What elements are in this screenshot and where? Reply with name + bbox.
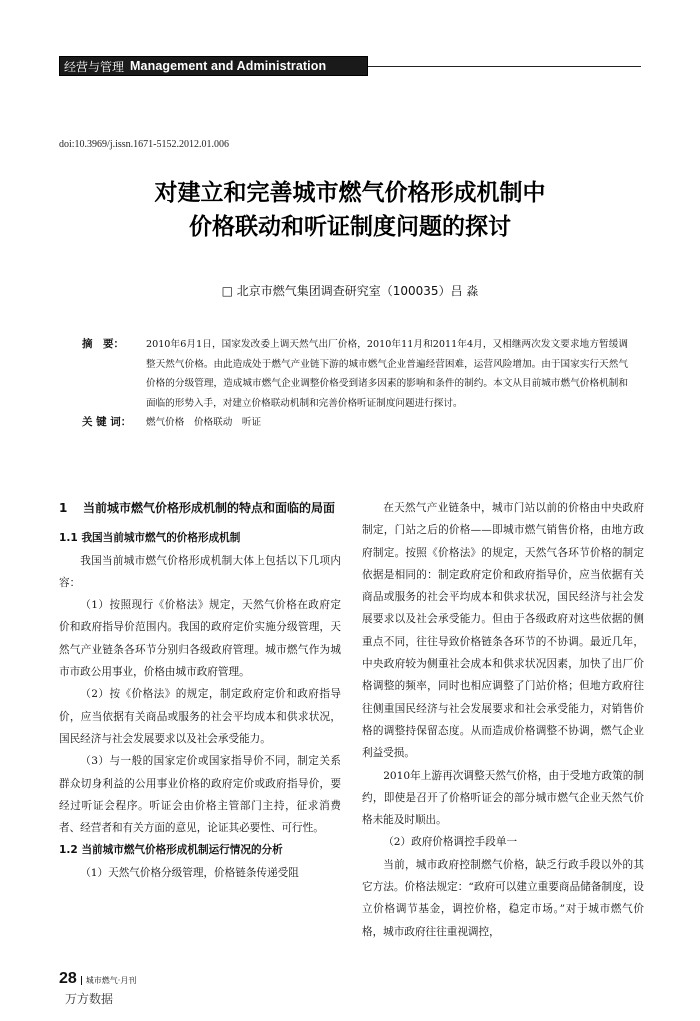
subsection-heading-1-2: 1.2 当前城市燃气价格形成机制运行情况的分析 [59, 844, 283, 857]
header-rule [368, 66, 641, 67]
paragraph: （2）政府价格调控手段单一 [383, 836, 518, 849]
paragraph: 我国当前城市燃气价格形成机制大体上包括以下几项内容： [59, 554, 341, 589]
keywords-text: 燃气价格 价格联动 听证 [146, 417, 262, 428]
section-heading-1-number: 1 [59, 501, 68, 515]
right-column [362, 497, 644, 943]
section-heading-1-text: 当前城市燃气价格形成机制的特点和面临的局面 [83, 501, 336, 515]
author-affiliation: □ 北京市燃气集团调查研究室（100035）吕 淼 [221, 284, 479, 298]
page-number: 28 [59, 970, 77, 987]
article-title [59, 176, 641, 244]
keywords-label: 关 键 词： [82, 416, 132, 428]
left-column [59, 497, 341, 884]
article-title-line-2: 价格联动和听证制度问题的探讨 [189, 214, 511, 240]
subsection-heading-1-1: 1.1 我国当前城市燃气的价格形成机制 [59, 532, 241, 545]
abstract-label: 摘 要： [82, 338, 124, 350]
paragraph: （1）按照现行《价格法》规定，天然气价格在政府定价和政府指导价范围内。我国的政府定价实施分级管理，天然气产业链条各环节分别归各级政府管理。城市燃气作为城市市政公用事业，价格由城市政府管理。 [59, 599, 341, 679]
paragraph: （2）按《价格法》的规定，制定政府定价和政府指导价，应当依据有关商品或服务的社会平均成本和供求状况，国民经济与社会发展要求以及社会承受能力。 [59, 688, 341, 745]
section-header-box [59, 56, 368, 76]
journal-name: 城市燃气·月刊 [81, 976, 137, 985]
watermark: 万方数据 [65, 992, 114, 1006]
paragraph: 在天然气产业链条中，城市门站以前的价格由中央政府制定，门站之后的价格——即城市燃气销售价格，由地方政府制定。按照《价格法》的规定，天然气各环节价格的制定依据是相同的：制定政府定价和政府指导价，应当依据有关商品或服务的社会平均成本和供求状况，国民经济与社会发展要求以及社会承受能力。但由于各级政府对这些依据的侧重点不同，往往导致价格链条各环节的不协调。最近几年，中央政府较为侧重社会成本和供求状况因素，加快了出厂价格调整的频率，同时也相应调整了门站价格；但地方政府往往侧重国民经济与社会发展要求和社会承受能力，对销售价格的调整持保留态度。从而造成价格调整不协调，燃气企业利益受损。 [362, 502, 644, 760]
section-title-en: Management and Administration [130, 59, 327, 73]
article-title-line-1: 对建立和完善城市燃气价格形成机制中 [154, 180, 546, 206]
doi[interactable]: doi:10.3969/j.issn.1671-5152.2012.01.006 [59, 139, 230, 150]
paragraph: （3）与一般的国家定价或国家指导价不同，制定关系群众切身利益的公用事业价格的政府定价或政府指导价，要经过听证会程序。听证会由价格主管部门主持，征求消费者、经营者和有关方面的意见，论证其必要性、可行性。 [59, 755, 341, 835]
page-footer [59, 968, 136, 988]
keywords [82, 413, 628, 433]
abstract-block [82, 335, 628, 433]
paragraph: （1）天然气价格分级管理，价格链条传递受阻 [80, 866, 299, 879]
paragraph: 2010年上游再次调整天然气价格，由于受地方政策的制约，即使是召开了价格听证会的部分城市燃气企业天然气价格未能及时顺出。 [362, 769, 644, 827]
section-title-zh: 经营与管理 [64, 59, 125, 74]
section-header [59, 56, 641, 76]
paragraph: 当前，城市政府控制燃气价格，缺乏行政手段以外的其它方法。价格法规定：“政府可以建立重要商品储备制度，设立价格调节基金，调控价格，稳定市场。”对于城市燃气价格，城市政府往往重视调控， [362, 858, 644, 938]
abstract [82, 335, 628, 413]
abstract-text: 2010年6月1日，国家发改委上调天然气出厂价格，2010年11月和2011年4月，又相继两次发文要求地方暂缓调整天然气价格。由此造成处于燃气产业链下游的城市燃气企业普遍经营困难，运营风险增加。由于国家实行天然气价格的分级管理，造成城市燃气企业调整价格受到诸多因素的影响和条件的制约。本文从目前城市燃气价格机制和面临的形势入手，对建立价格联动机制和完善价格听证制度问题进行探讨。 [146, 339, 628, 409]
section-heading-1 [59, 497, 341, 519]
